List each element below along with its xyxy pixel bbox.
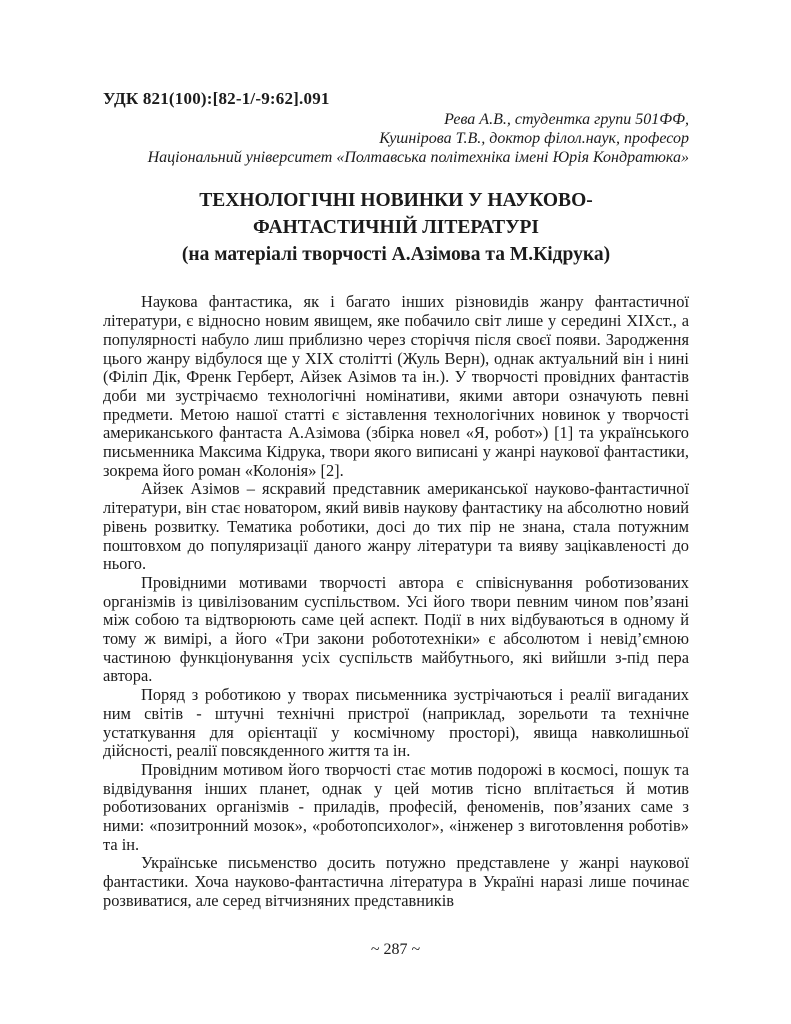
article-title	[103, 187, 689, 268]
paragraph-ukrainian-sf: Українське письменство досить потужно представлене у жанрі наукової фантастики. Хоча науково-фантастична література в Україні наразі лише починає розвиватися, але серед вітчизняних представників	[103, 853, 689, 910]
article-title-line-2: ФАНТАСТИЧНІЙ ЛІТЕРАТУРІ	[252, 217, 540, 239]
paragraph-intro: Наукова фантастика, як і багато інших різновидів жанру фантастичної літератури, є відносно новим явищем, яке побачило світ лише у середині XIXст., а популярності набуло лиш приблизно через сторіччя після своєї появи. Зародження цього жанру відбулося ще у XIX столітті (Жуль Верн), однак актуальний він і нині (Філіп Дік, Френк Герберт, Айзек Азімов та ін.). У творчості провідних фантастів доби ми зустрічаємо технологічні номінативи, якими автори означують певні предмети. Метою нашої статті є зіставлення технологічних новинок у творчості американського фантаста А.Азімова (збірка новел «Я, робот») [1] та українського письменника Максима Кідрука, твори якого виписані у жанрі наукової фантастики, зокрема його роман «Колонія» [2].	[103, 292, 689, 480]
page-content	[103, 88, 689, 911]
article-body	[103, 293, 689, 910]
author-byline	[103, 111, 689, 167]
paragraph-realia: Поряд з роботикою у творах письменника зустрічаються і реалії вигаданих ним світів - штучні технічні пристрої (наприклад, зорельоти та технічне устаткування для орієнтації у космічному просторі), явища навколишньої дійсності, реалії повсякденного життя та ін.	[103, 685, 689, 761]
byline-author-1: Рева А.В., студентка групи 501ФФ,	[444, 111, 689, 128]
article-title-line-1: ТЕХНОЛОГІЧНІ НОВИНКИ У НАУКОВО-	[199, 190, 593, 212]
byline-author-2: Кушнірова Т.В., доктор філол.наук, професор	[379, 129, 689, 147]
page-number: ~ 287 ~	[370, 941, 421, 958]
paragraph-space-travel: Провідним мотивом його творчості стає мотив подорожі в космосі, пошук та відвідування інших планет, однак у цей мотив тісно вплітається й мотив роботизованих організмів - приладів, професій, феноменів, пов’язаних саме з ними: «позитронний мозок», «роботопсихолог», «інженер з виготовлення роботів» та ін.	[103, 759, 689, 854]
paragraph-asimov: Айзек Азімов – яскравий представник американської науково-фантастичної літератури, він стає новатором, який вивів наукову фантастику на абсолютно новий рівень розвитку. Тематика роботики, досі до тих пір не знана, стала потужним поштовхом до популяризації даного жанру літератури та вияву зацікавленості до нього.	[103, 479, 689, 574]
article-title-subtitle: (на матеріалі творчості А.Азімова та М.Кідрука)	[181, 244, 611, 266]
paragraph-motifs: Провідними мотивами творчості автора є співіснування роботизованих організмів із цивілізованим суспільством. Усі його твори певним чином пов’язані між собою та відтворюють саме цей аспект. Події в них відбуваються в одному й тому ж вимірі, а його «Три закони робототехніки» є абсолютом і невід’ємною частиною функціонування усіх суспільств майбутнього, які вийшли з-під пера автора.	[103, 572, 689, 686]
udc-code: УДК 821(100):[82-1/-9:62].091	[103, 89, 330, 108]
byline-affiliation: Національний університет «Полтавська політехніка імені Юрія Кондратюка»	[147, 148, 689, 166]
